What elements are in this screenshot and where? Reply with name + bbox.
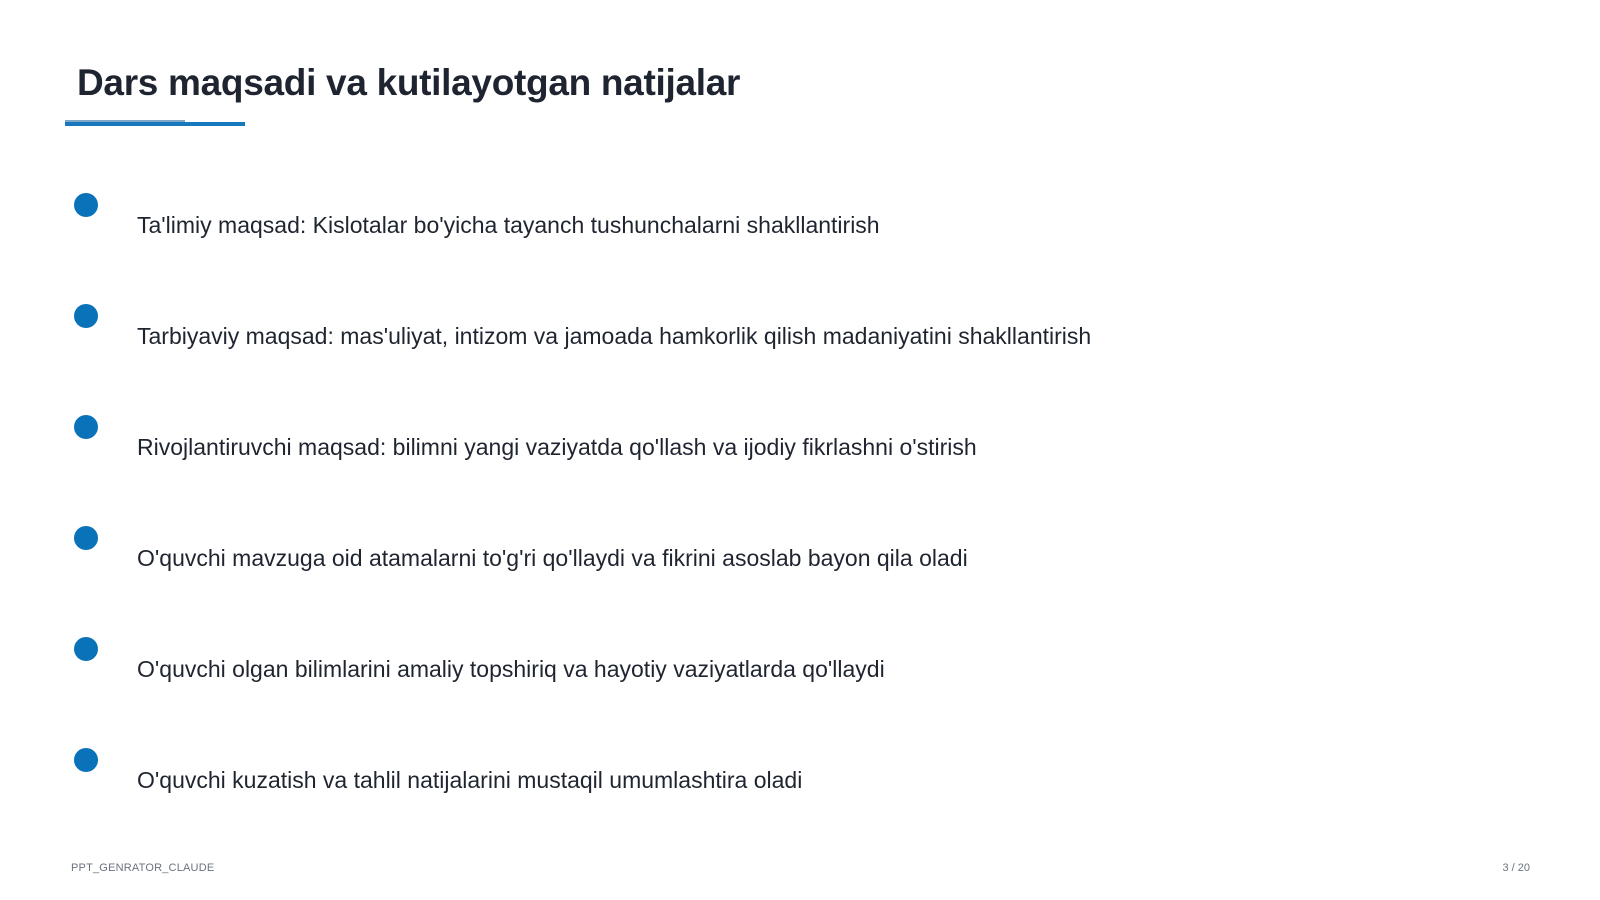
bullet-item bbox=[0, 748, 1600, 808]
footer-source: PPT_GENRATOR_CLAUDE bbox=[71, 862, 215, 874]
bullet-text: O'quvchi kuzatish va tahlil natijalarini mustaqil umumlashtira oladi bbox=[137, 767, 803, 793]
page-number: 3 / 20 bbox=[1502, 862, 1530, 874]
slide-title: Dars maqsadi va kutilayotgan natijalar bbox=[77, 62, 741, 103]
bullet-item bbox=[0, 193, 1600, 253]
bullet-text: O'quvchi mavzuga oid atamalarni to'g'ri qo'llaydi va fikrini asoslab bayon qila oladi bbox=[137, 545, 968, 571]
bullet-dot-icon bbox=[74, 304, 98, 328]
bullet-item bbox=[0, 304, 1600, 364]
bullet-text: O'quvchi olgan bilimlarini amaliy topshiriq va hayotiy vaziyatlarda qo'llaydi bbox=[137, 656, 885, 682]
bullet-dot-icon bbox=[74, 637, 98, 661]
bullet-item bbox=[0, 415, 1600, 475]
bullet-text: Tarbiyaviy maqsad: mas'uliyat, intizom va jamoada hamkorlik qilish madaniyatini shakllantirish bbox=[137, 323, 1092, 349]
bullet-dot-icon bbox=[74, 748, 98, 772]
bullet-dot-icon bbox=[74, 526, 98, 550]
bullet-item bbox=[0, 526, 1600, 586]
bullet-dot-icon bbox=[74, 415, 98, 439]
bullet-text: Rivojlantiruvchi maqsad: bilimni yangi vaziyatda qo'llash va ijodiy fikrlashni o'stirish bbox=[137, 434, 977, 460]
bullet-item bbox=[0, 637, 1600, 697]
bullet-text: Ta'limiy maqsad: Kislotalar bo'yicha tayanch tushunchalarni shakllantirish bbox=[137, 212, 880, 238]
bullet-dot-icon bbox=[74, 193, 98, 217]
